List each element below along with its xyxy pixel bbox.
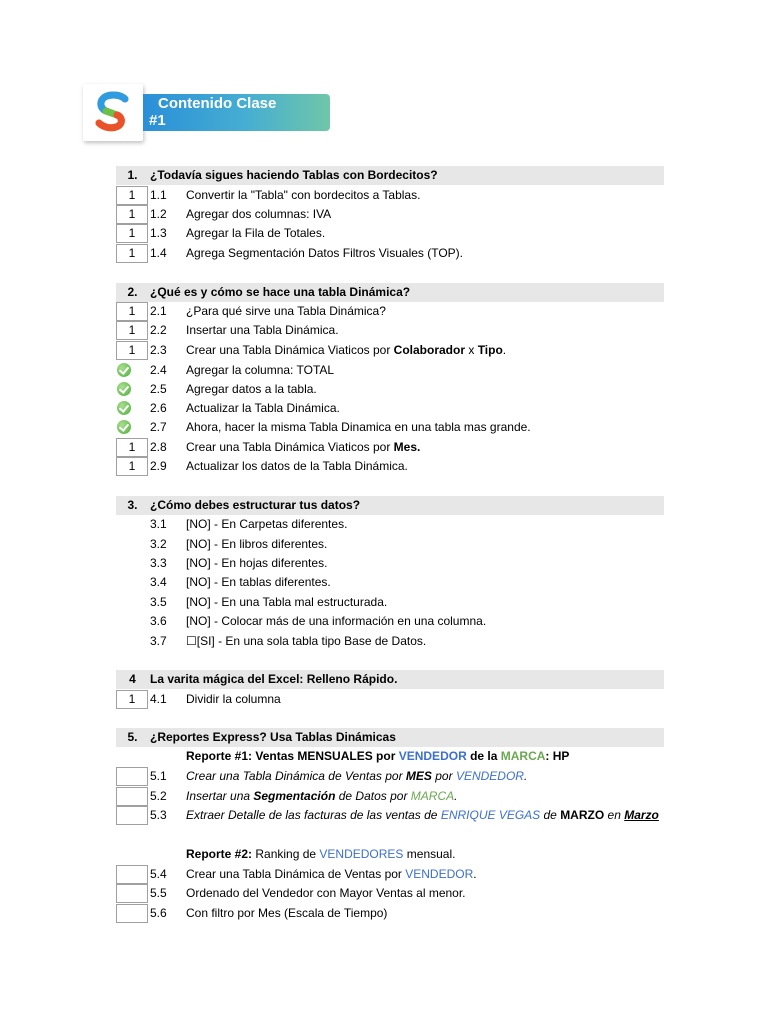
list-item xyxy=(116,302,664,321)
item-text: Con filtro por Mes (Escala de Tiempo) xyxy=(186,906,388,920)
item-number: 3.4 xyxy=(150,575,167,589)
list-item xyxy=(116,361,664,380)
list-item xyxy=(116,438,664,457)
section-number: 4 xyxy=(129,672,136,686)
checkbox-cell[interactable]: 1 xyxy=(116,224,148,243)
checkbox-cell[interactable]: 1 xyxy=(116,186,148,205)
item-text: [NO] - En libros diferentes. xyxy=(186,537,328,551)
section-title: La varita mágica del Excel: Relleno Rápido. xyxy=(150,672,398,686)
list-item xyxy=(116,341,664,360)
item-number: 1.1 xyxy=(150,188,167,202)
item-number: 2.5 xyxy=(150,382,167,396)
item-number: 3.5 xyxy=(150,595,167,609)
list-item xyxy=(116,690,664,709)
item-number: 5.6 xyxy=(150,906,167,920)
list-item xyxy=(116,767,664,786)
check-circle-icon[interactable] xyxy=(117,382,131,396)
checkbox-cell[interactable]: 1 xyxy=(116,341,148,360)
item-text: [NO] - En una Tabla mal estructurada. xyxy=(186,595,388,609)
item-number: 2.4 xyxy=(150,363,167,377)
item-text: Crear una Tabla Dinámica de Ventas por VENDEDOR. xyxy=(186,867,477,881)
item-text: Extraer Detalle de las facturas de las ventas de ENRIQUE VEGAS de MARZO en Marzo xyxy=(186,808,659,822)
checkbox-cell[interactable]: 1 xyxy=(116,438,148,457)
item-number: 2.9 xyxy=(150,459,167,473)
item-number: 3.7 xyxy=(150,634,167,648)
item-number: 5.4 xyxy=(150,867,167,881)
item-text: Convertir la "Tabla" con bordecitos a Tablas. xyxy=(186,188,421,202)
section-number: 1. xyxy=(127,168,138,182)
item-number: 2.3 xyxy=(150,343,167,357)
item-text: Insertar una Segmentación de Datos por MARCA. xyxy=(186,789,458,803)
item-number: 4.1 xyxy=(150,692,167,706)
checkbox-cell[interactable] xyxy=(116,767,148,786)
item-text: ¿Para qué sirve una Tabla Dinámica? xyxy=(186,304,386,318)
list-item xyxy=(116,380,664,399)
checkbox-cell[interactable]: 1 xyxy=(116,244,148,263)
section-3-header xyxy=(116,496,664,515)
item-text: [NO] - En Carpetas diferentes. xyxy=(186,517,348,531)
item-number: 3.2 xyxy=(150,537,167,551)
item-text: [NO] - En hojas diferentes. xyxy=(186,556,328,570)
section-2-header xyxy=(116,283,664,302)
s-logo-icon xyxy=(91,90,135,134)
list-item xyxy=(116,244,664,263)
section-5-header xyxy=(116,728,664,747)
item-number: 2.8 xyxy=(150,440,167,454)
item-text: Ordenado del Vendedor con Mayor Ventas al menor. xyxy=(186,886,466,900)
item-text: Insertar una Tabla Dinámica. xyxy=(186,323,339,337)
checkbox-cell[interactable]: 1 xyxy=(116,321,148,340)
list-item xyxy=(116,593,664,612)
item-text: Crear una Tabla Dinámica Viaticos por Mes. xyxy=(186,440,421,454)
list-item xyxy=(116,612,664,631)
section-4-header xyxy=(116,670,664,689)
report-2-title: Reporte #2: Ranking de VENDEDORES mensual. xyxy=(186,847,456,861)
list-item xyxy=(116,865,664,884)
title-line-2: #1 xyxy=(149,112,166,129)
item-text: Dividir la columna xyxy=(186,692,281,706)
item-text: Crear una Tabla Dinámica Viaticos por Colaborador x Tipo. xyxy=(186,343,507,357)
item-number: 5.2 xyxy=(150,789,167,803)
item-number: 5.3 xyxy=(150,808,167,822)
item-text: [NO] - Colocar más de una información en una columna. xyxy=(186,614,487,628)
section-1-header xyxy=(116,166,664,185)
item-text: Ahora, hacer la misma Tabla Dinamica en una tabla mas grande. xyxy=(186,420,531,434)
item-number: 3.3 xyxy=(150,556,167,570)
checkbox-cell[interactable] xyxy=(116,787,148,806)
brand-logo xyxy=(83,84,143,141)
item-text: Agregar la columna: TOTAL xyxy=(186,363,335,377)
check-circle-icon[interactable] xyxy=(117,363,131,377)
report-1-title: Reporte #1: Ventas MENSUALES por VENDEDOR de la MARCA: HP xyxy=(186,749,570,763)
list-item xyxy=(116,806,664,825)
item-text: Agrega Segmentación Datos Filtros Visuales (TOP). xyxy=(186,246,464,260)
checkbox-cell[interactable]: 1 xyxy=(116,457,148,476)
list-item xyxy=(116,418,664,437)
item-text: Actualizar los datos de la Tabla Dinámica. xyxy=(186,459,408,473)
check-circle-icon[interactable] xyxy=(117,401,131,415)
item-number: 1.4 xyxy=(150,246,167,260)
checkbox-cell[interactable] xyxy=(116,884,148,903)
list-item xyxy=(116,186,664,205)
section-title: ¿Qué es y cómo se hace una tabla Dinámica? xyxy=(150,285,411,299)
item-number: 1.3 xyxy=(150,226,167,240)
list-item xyxy=(116,632,664,651)
item-text: [NO] - En tablas diferentes. xyxy=(186,575,331,589)
checkbox-cell[interactable] xyxy=(116,865,148,884)
list-item xyxy=(116,515,664,534)
list-item xyxy=(116,224,664,243)
item-text: ☐[SI] - En una sola tabla tipo Base de Datos. xyxy=(186,634,427,648)
item-text: Agregar datos a la tabla. xyxy=(186,382,317,396)
section-title: ¿Cómo debes estructurar tus datos? xyxy=(150,498,361,512)
section-title: ¿Reportes Express? Usa Tablas Dinámicas xyxy=(150,730,396,744)
item-number: 3.1 xyxy=(150,517,167,531)
item-number: 5.1 xyxy=(150,769,167,783)
item-number: 2.2 xyxy=(150,323,167,337)
list-item xyxy=(116,573,664,592)
list-item xyxy=(116,457,664,476)
item-number: 2.7 xyxy=(150,420,167,434)
section-number: 2. xyxy=(127,285,138,299)
section-number: 5. xyxy=(127,730,138,744)
list-item xyxy=(116,904,664,923)
title-line-1: Contenido Clase xyxy=(158,95,277,112)
list-item xyxy=(116,205,664,224)
check-circle-icon[interactable] xyxy=(117,420,131,434)
item-number: 2.6 xyxy=(150,401,167,415)
checkbox-cell[interactable]: 1 xyxy=(116,302,148,321)
item-text: Actualizar la Tabla Dinámica. xyxy=(186,401,340,415)
checkbox-cell[interactable]: 1 xyxy=(116,205,148,224)
list-item xyxy=(116,787,664,806)
checkbox-cell[interactable] xyxy=(116,806,148,825)
item-number: 1.2 xyxy=(150,207,167,221)
section-title: ¿Todavía sigues haciendo Tablas con Bordecitos? xyxy=(150,168,438,182)
list-item xyxy=(116,535,664,554)
list-item xyxy=(116,399,664,418)
checkbox-cell[interactable] xyxy=(116,904,148,923)
item-text: Agregar dos columnas: IVA xyxy=(186,207,332,221)
list-item xyxy=(116,884,664,903)
checkbox-cell[interactable]: 1 xyxy=(116,690,148,709)
title-banner xyxy=(143,94,330,131)
list-item xyxy=(116,321,664,340)
item-text: Agregar la Fila de Totales. xyxy=(186,226,326,240)
section-number: 3. xyxy=(127,498,138,512)
item-text: Crear una Tabla Dinámica de Ventas por MES por VENDEDOR. xyxy=(186,769,528,783)
list-item xyxy=(116,554,664,573)
item-number: 2.1 xyxy=(150,304,167,318)
item-number: 5.5 xyxy=(150,886,167,900)
item-number: 3.6 xyxy=(150,614,167,628)
